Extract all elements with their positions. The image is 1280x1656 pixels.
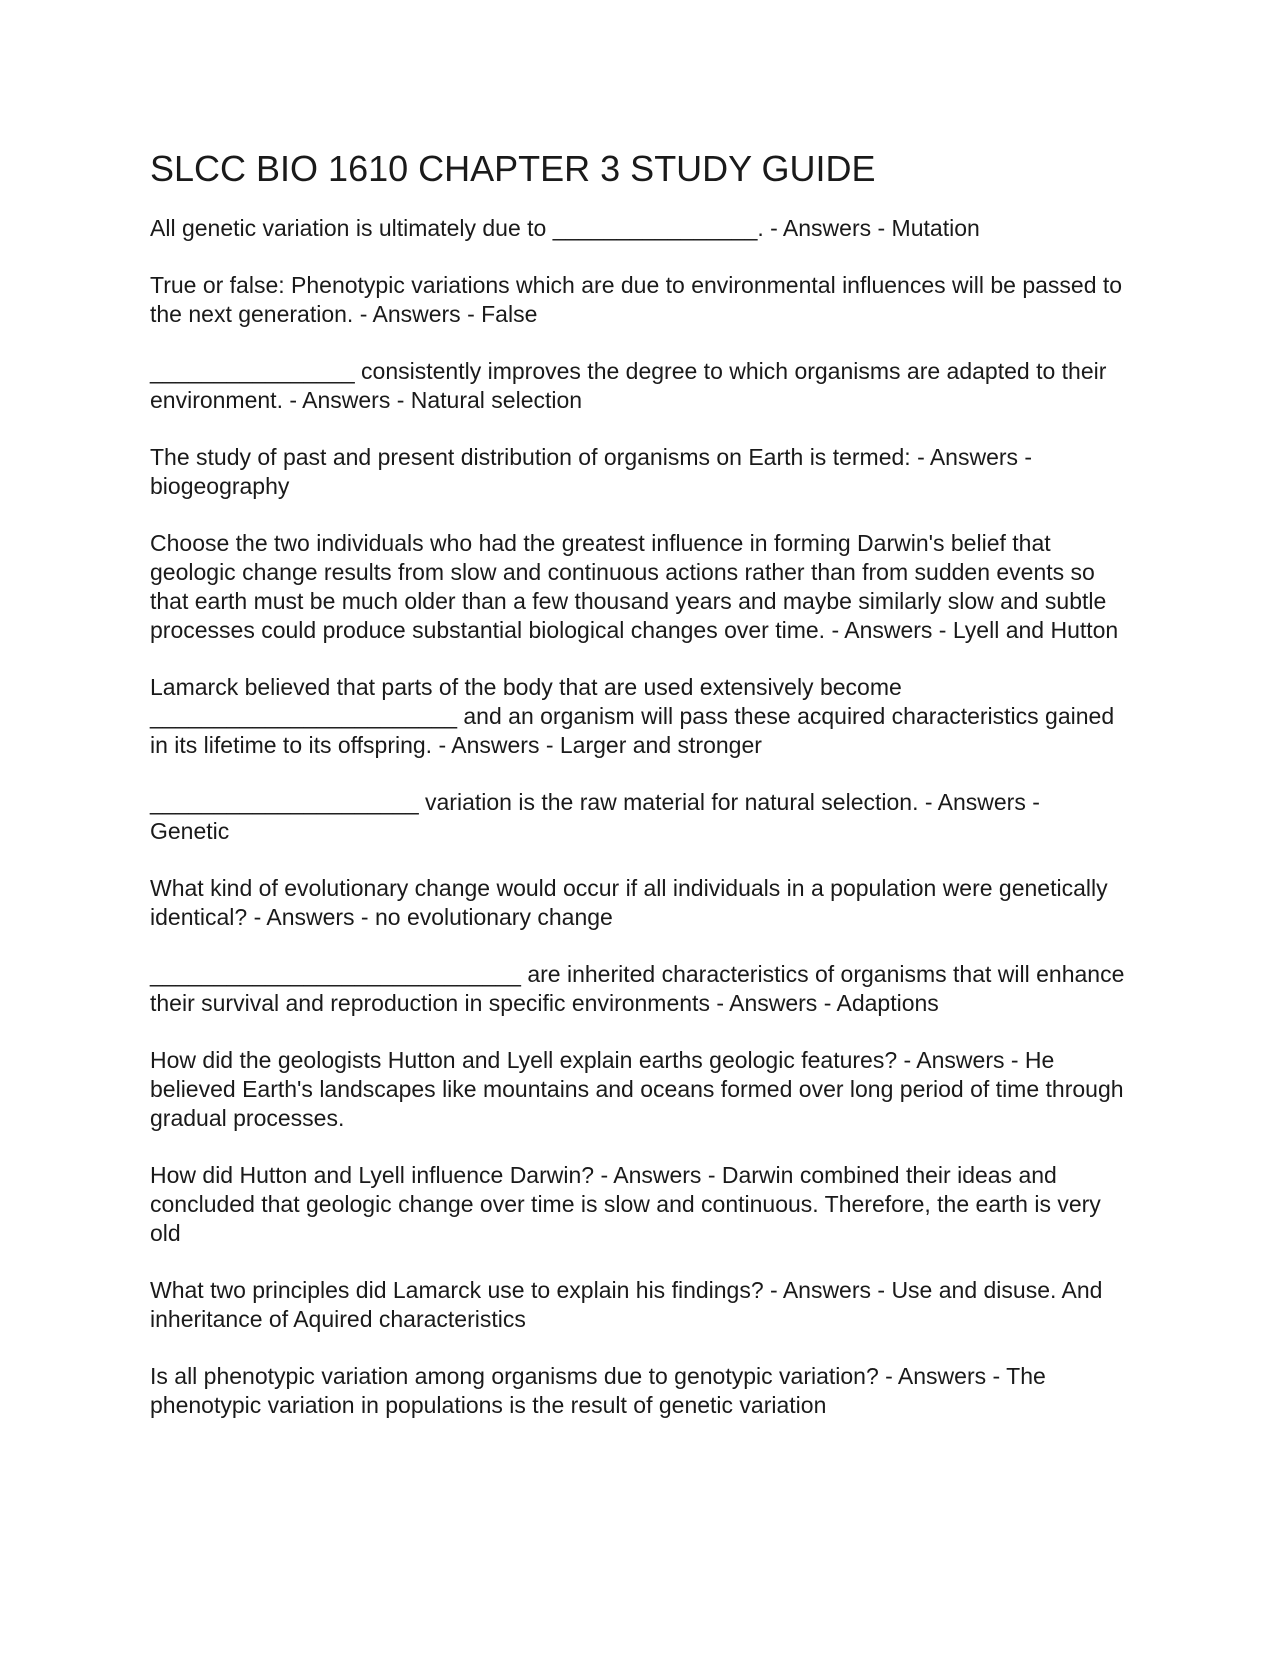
qa-item-7: _____________________ variation is the raw material for natural selection. - Answers - Genetic: [150, 789, 1040, 844]
document-title: SLCC BIO 1610 CHAPTER 3 STUDY GUIDE: [150, 148, 876, 189]
qa-item-5: Choose the two individuals who had the greatest influence in forming Darwin's belief that geologic change results from slow and continuous actions rather than from sudden events so that earth must be much older than a few thousand years and maybe similarly slow and subtle processes could produce substantial biological changes over time. - Answers - Lyell and Hutton: [150, 530, 1119, 643]
qa-item-12: What two principles did Lamarck use to explain his findings? - Answers - Use and disuse. And inheritance of Aquired characteristics: [150, 1277, 1103, 1332]
qa-item-2: True or false: Phenotypic variations which are due to environmental influences will be passed to the next generation. - Answers - False: [150, 272, 1123, 327]
qa-item-6: Lamarck believed that parts of the body that are used extensively become ________________________ and an organism will pass these acquired characteristics gained in its lifetime to its offspring. - Answers - Larger and stronger: [150, 674, 1115, 758]
qa-item-11: How did Hutton and Lyell influence Darwin? - Answers - Darwin combined their ideas and concluded that geologic change over time is slow and continuous. Therefore, the earth is very old: [150, 1162, 1101, 1246]
qa-item-8: What kind of evolutionary change would occur if all individuals in a population were genetically identical? - Answers - no evolutionary change: [150, 875, 1108, 930]
qa-item-4: The study of past and present distribution of organisms on Earth is termed: - Answers - biogeography: [150, 444, 1033, 499]
qa-item-10: How did the geologists Hutton and Lyell explain earths geologic features? - Answers - He believed Earth's landscapes like mountains and oceans formed over long period of time through gradual processes.: [150, 1047, 1124, 1131]
document-page: [150, 148, 1125, 1448]
qa-item-1: All genetic variation is ultimately due to ________________. - Answers - Mutation: [150, 215, 980, 241]
qa-item-13: Is all phenotypic variation among organisms due to genotypic variation? - Answers - The phenotypic variation in populations is the result of genetic variation: [150, 1363, 1046, 1418]
qa-item-3: ________________ consistently improves the degree to which organisms are adapted to their environment. - Answers - Natural selection: [150, 358, 1107, 413]
qa-item-9: _____________________________ are inherited characteristics of organisms that will enhance their survival and reproduction in specific environments - Answers - Adaptions: [150, 961, 1125, 1016]
